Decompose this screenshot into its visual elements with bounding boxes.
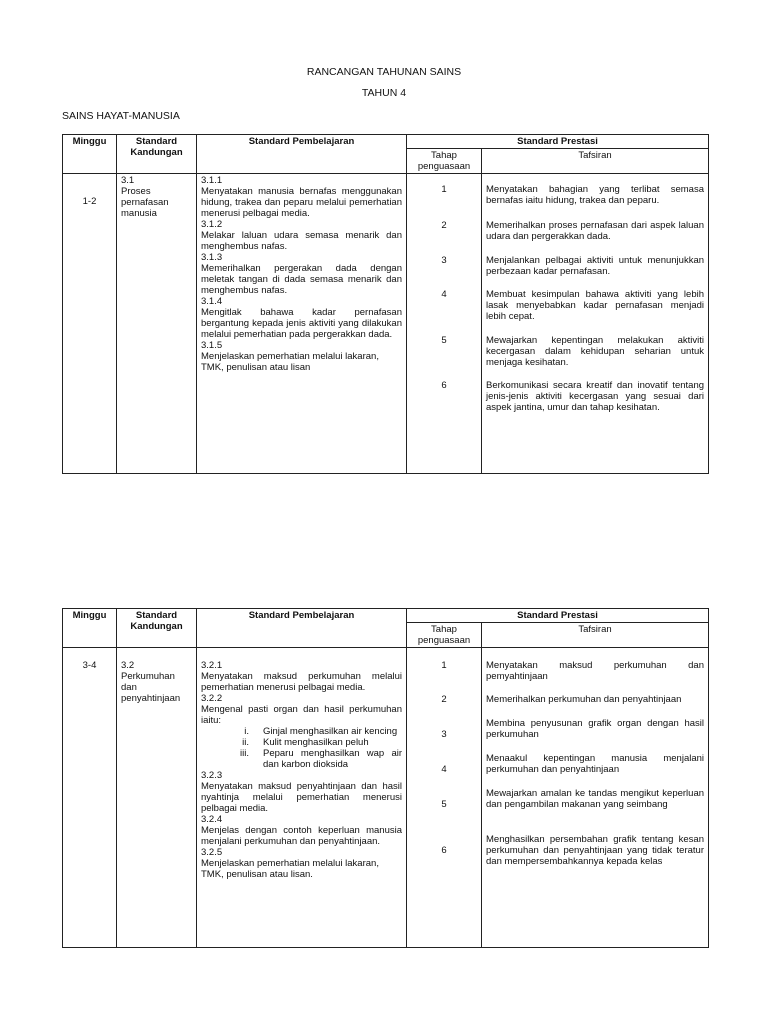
item-number: ii.: [242, 737, 249, 748]
tahap-level: 3: [441, 255, 447, 266]
header-standard-kandungan: Standard Kandungan: [117, 135, 197, 174]
header-standard-pembelajaran: Standard Pembelajaran: [197, 135, 407, 174]
table-row: [63, 174, 709, 474]
kandungan-text: Proses pernafasan manusia: [121, 186, 169, 219]
item-text: Melakar laluan udara semasa menarik dan menghembus nafas.: [201, 230, 402, 252]
tahap-cell: [407, 174, 482, 474]
header-standard-prestasi: Standard Prestasi: [407, 609, 709, 623]
kandungan-code: 3.2: [121, 660, 135, 671]
tahap-level: 6: [441, 845, 447, 856]
item-text: Peparu menghasilkan wap air dan karbon dioksida: [263, 748, 402, 770]
minggu-cell: 3-4: [63, 648, 117, 948]
item-number: i.: [244, 726, 249, 737]
tahap-level: 6: [441, 380, 447, 391]
item-code: 3.1.2: [201, 219, 223, 230]
tahap-cell: [407, 648, 482, 948]
list-item: [201, 770, 402, 814]
list-item: [201, 660, 402, 693]
item-text: Menyatakan manusia bernafas menggunakan hidung, trakea dan peparu melalui pemerhatian menerusi pelbagai media.: [201, 186, 402, 219]
item-text: Kulit menghasilkan peluh: [263, 737, 369, 748]
item-code: 3.1.1: [201, 175, 223, 186]
tafsiran-text: Menaakul kepentingan manusia menjalani perkumuhan dan penyahtinjaan: [486, 753, 705, 775]
tafsiran-text: Menjalankan pelbagai aktiviti untuk menunjukkan perbezaan kadar pernafasan.: [486, 255, 705, 277]
header-standard-prestasi: Standard Prestasi: [407, 135, 709, 149]
item-code: 3.1.3: [201, 252, 223, 263]
item-text: Mengitlak bahawa kadar pernafasan bergantung kepada jenis aktiviti yang dilakukan melalui pemerhatian pada pergerakkan dada.: [201, 307, 402, 340]
item-code: 3.2.2: [201, 693, 223, 704]
item-text: Menjelaskan pemerhatian melalui lakaran, TMK, penulisan atau lisan.: [201, 858, 379, 880]
tafsiran-text: Mewajarkan kepentingan melakukan aktiviti kecergasan dalam kehidupan seharian untuk menjaga kesihatan.: [486, 335, 705, 368]
table-row: [63, 648, 709, 948]
kandungan-code: 3.1: [121, 175, 135, 186]
tafsiran-text: Menyatakan bahagian yang terlibat semasa bernafas iaitu hidung, trakea dan peparu.: [486, 184, 705, 206]
tahap-level: 2: [441, 220, 447, 231]
item-text: Menyatakan maksud penyahtinjaan dan hasil nyahtinja melalui pemerhatian menerusi pelbagai media.: [201, 781, 402, 814]
plan-table-1: [62, 134, 709, 474]
list-item: [201, 219, 402, 252]
tafsiran-text: Menyatakan maksud perkumuhan dan pemyahtinjaan: [486, 660, 705, 682]
item-code: 3.2.1: [201, 660, 223, 671]
item-text: Memerihalkan pergerakan dada dengan meletak tangan di dada semasa menarik dan menghembus nafas.: [201, 263, 402, 296]
tahap-level: 5: [441, 335, 447, 346]
header-tahap-penguasaan: Tahap penguasaan: [407, 149, 482, 174]
header-tahap-penguasaan: Tahap penguasaan: [407, 623, 482, 648]
item-text: Ginjal menghasilkan air kencing: [263, 726, 398, 737]
header-minggu: Minggu: [63, 135, 117, 174]
item-code: 3.1.4: [201, 296, 223, 307]
kandungan-cell: [117, 648, 197, 948]
header-tafsiran: Tafsiran: [482, 149, 709, 174]
tahap-level: 1: [441, 184, 447, 195]
pembelajaran-cell: [197, 174, 407, 474]
tafsiran-text: Menghasilkan persembahan grafik tentang kesan perkumuhan dan penyahtinjaan yang tidak teratur dan mempersembahkannya kepada kelas: [486, 834, 705, 867]
tahap-level: 2: [441, 694, 447, 705]
plan-table-2: [62, 608, 709, 948]
organ-sublist: [201, 726, 402, 770]
tafsiran-text: Berkomunikasi secara kreatif dan inovatif tentang jenis-jenis aktiviti kecergasan yang sesuai dari aspek jantina, umur dan tahap kesihatan.: [486, 380, 705, 413]
item-code: 3.2.3: [201, 770, 223, 781]
tafsiran-text: Membuat kesimpulan bahawa aktiviti yang lebih lasak menyebabkan kadar pernafasan menjadi lebih cepat.: [486, 289, 705, 322]
header-standard-pembelajaran: Standard Pembelajaran: [197, 609, 407, 648]
document-subtitle: TAHUN 4: [361, 87, 407, 99]
tahap-level: 3: [441, 729, 447, 740]
header-tafsiran: Tafsiran: [482, 623, 709, 648]
section-title: SAINS HAYAT-MANUSIA: [62, 110, 180, 122]
document-title: RANCANGAN TAHUNAN SAINS: [306, 66, 462, 78]
tafsiran-cell: [482, 174, 709, 474]
item-text: Menyatakan maksud perkumuhan melalui pemerhatian menerusi pelbagai media.: [201, 671, 402, 693]
item-text: Menjelas dengan contoh keperluan manusia menjalani perkumuhan dan penyahtinjaan.: [201, 825, 402, 847]
list-item: [231, 737, 402, 748]
tahap-level: 1: [441, 660, 447, 671]
tafsiran-text: Membina penyusunan grafik organ dengan hasil perkumuhan: [486, 718, 705, 740]
list-item: [201, 693, 402, 726]
list-item: [201, 296, 402, 340]
list-item: [201, 340, 402, 373]
header-minggu: Minggu: [63, 609, 117, 648]
list-item: [231, 726, 402, 737]
tafsiran-text: Mewajarkan amalan ke tandas mengikut keperluan dan pengambilan makanan yang seimbang: [486, 788, 705, 810]
list-item: [231, 748, 402, 770]
tahap-level: 5: [441, 799, 447, 810]
list-item: [201, 252, 402, 296]
item-text: Menjelaskan pemerhatian melalui lakaran, TMK, penulisan atau lisan: [201, 351, 379, 373]
tahap-level: 4: [441, 764, 447, 775]
item-number: iii.: [240, 748, 249, 759]
item-code: 3.2.5: [201, 847, 223, 858]
header-standard-kandungan: Standard Kandungan: [117, 609, 197, 648]
tahap-level: 4: [441, 289, 447, 300]
kandungan-text: Perkumuhan dan penyahtinjaan: [121, 671, 181, 704]
list-item: [201, 814, 402, 847]
item-code: 3.2.4: [201, 814, 223, 825]
list-item: [201, 847, 402, 880]
tafsiran-cell: [482, 648, 709, 948]
item-code: 3.1.5: [201, 340, 223, 351]
tafsiran-text: Memerihalkan perkumuhan dan penyahtinjaan: [486, 694, 682, 705]
kandungan-cell: [117, 174, 197, 474]
minggu-cell: 1-2: [63, 174, 117, 474]
pembelajaran-cell: [197, 648, 407, 948]
list-item: [201, 175, 402, 219]
tafsiran-text: Memerihalkan proses pernafasan dari aspek laluan udara dan pergerakkan dada.: [486, 220, 705, 242]
item-text: Mengenal pasti organ dan hasil perkumuhan iaitu:: [201, 704, 402, 726]
